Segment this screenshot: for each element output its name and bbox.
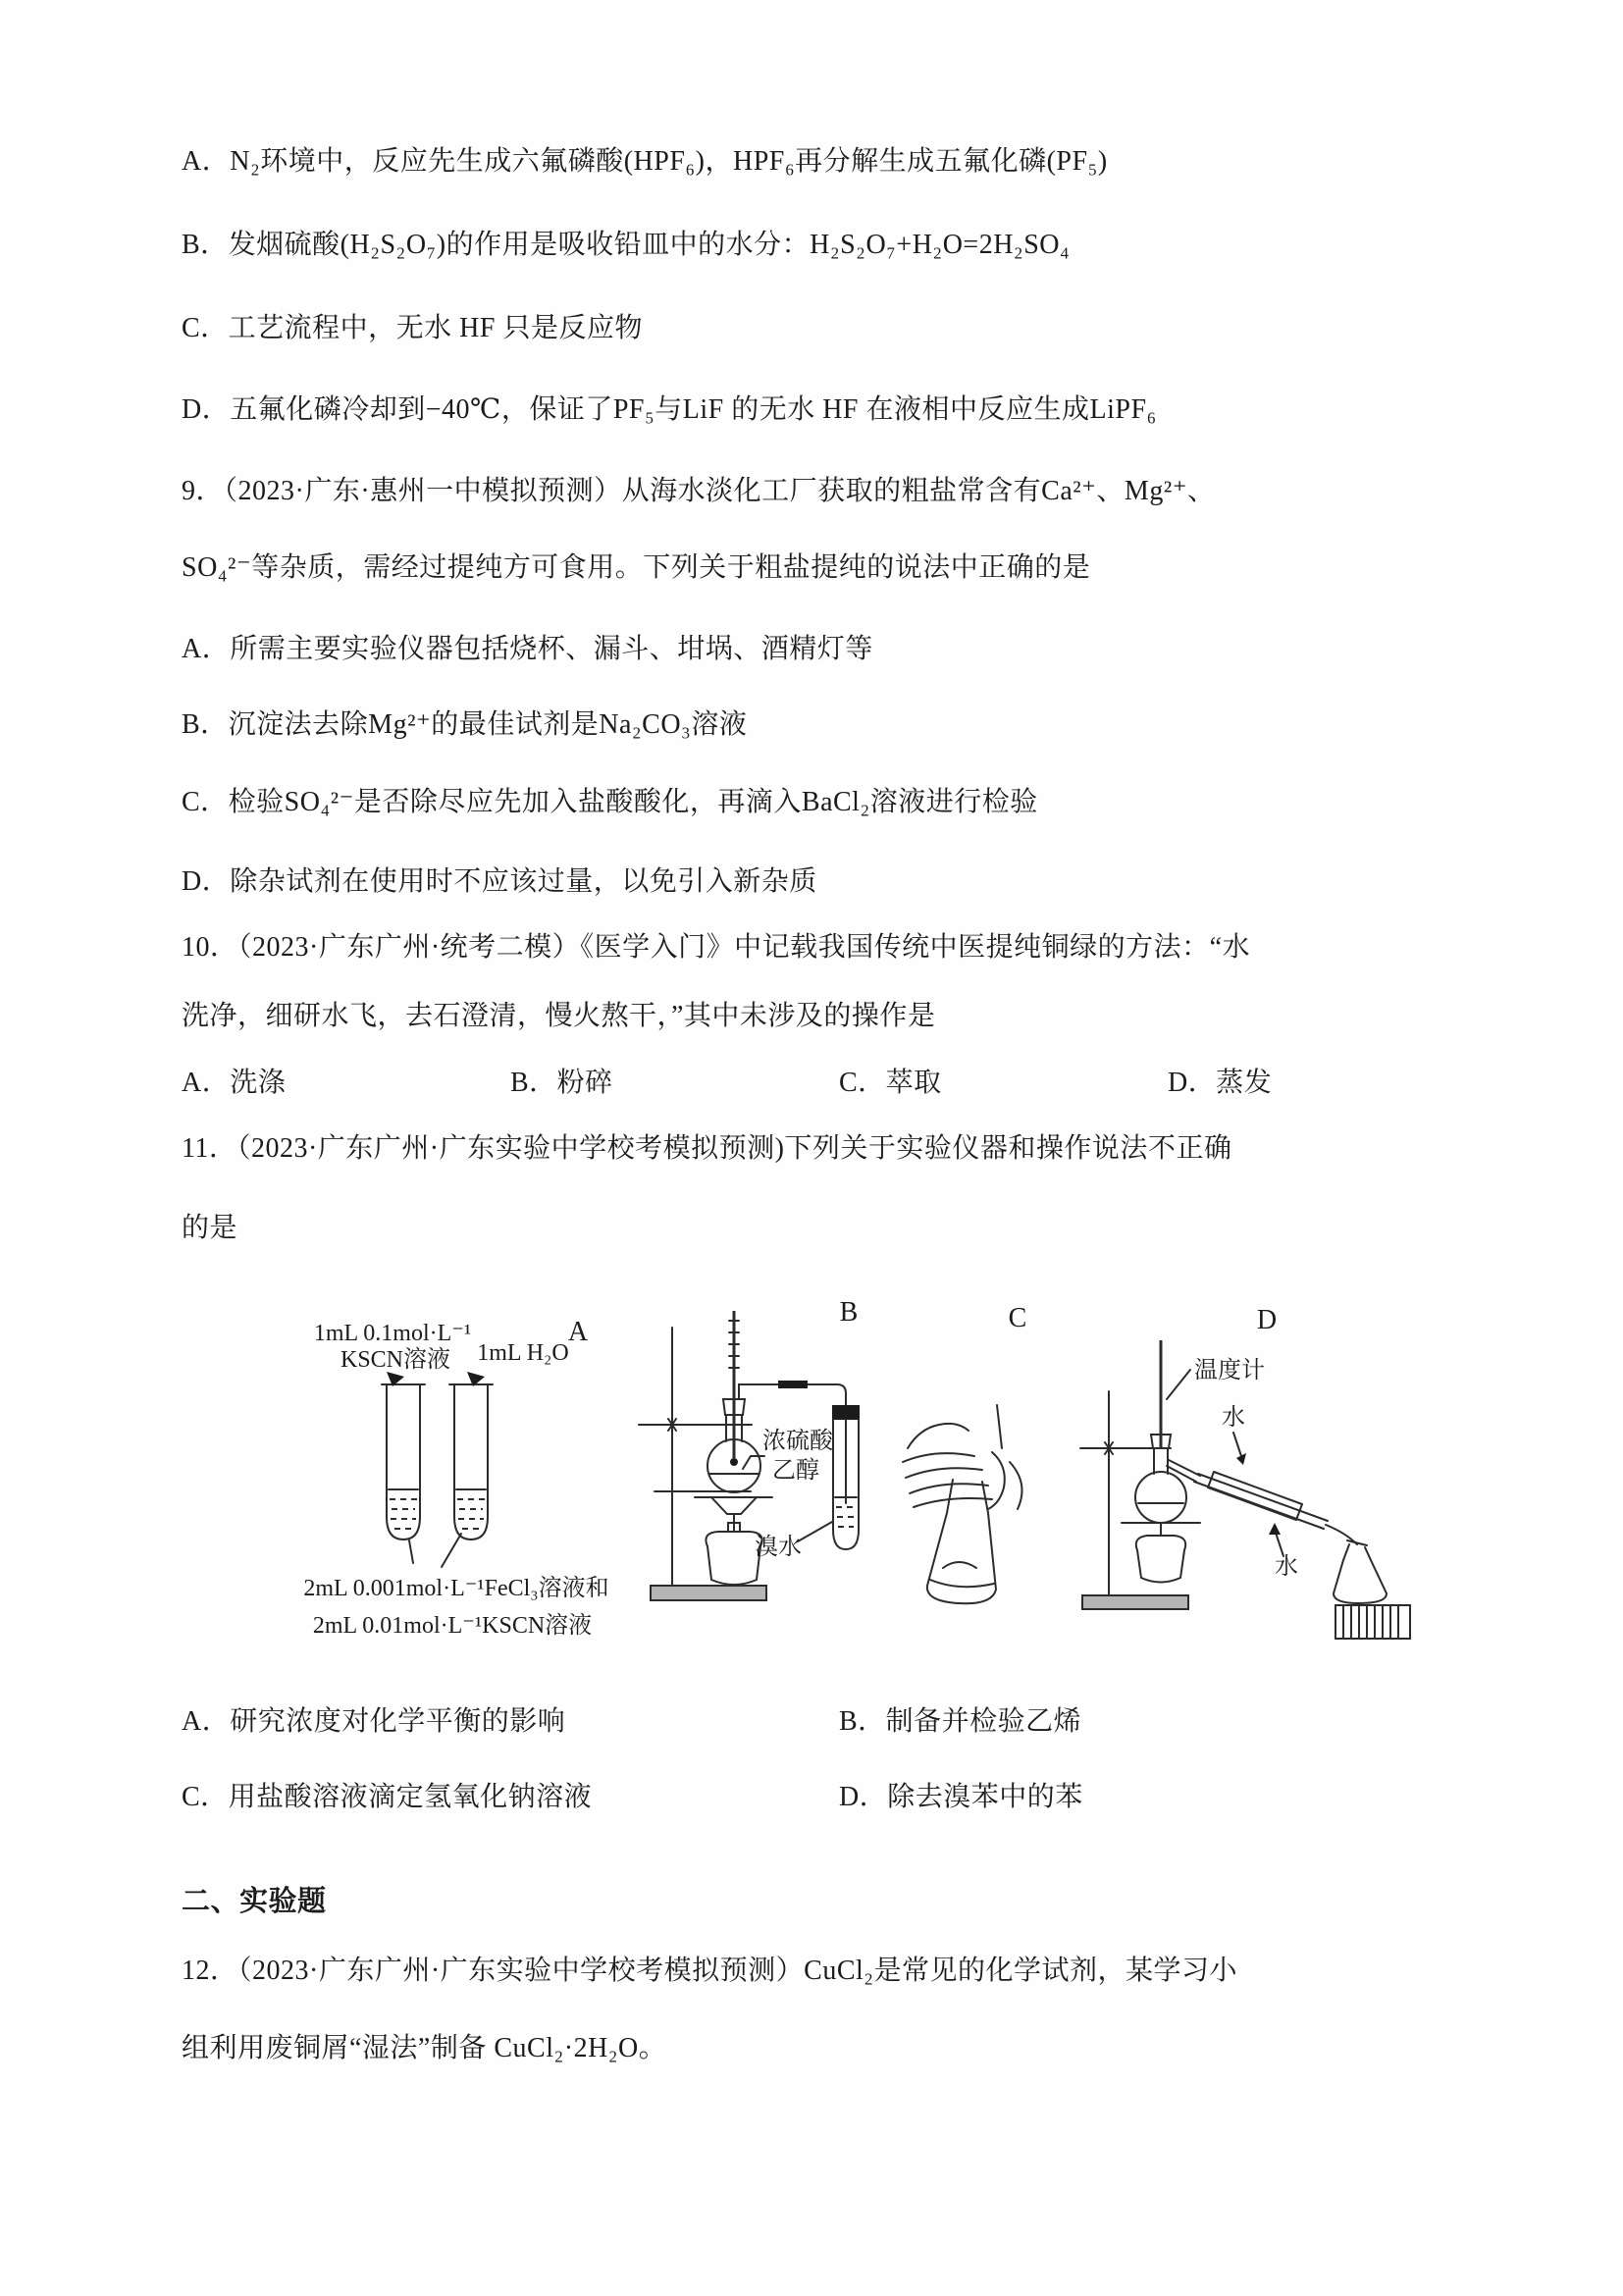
q10-option-d: D．蒸发 <box>1168 1068 1273 1098</box>
label-thermometer: 温度计 <box>1194 1358 1265 1383</box>
funnel <box>711 1497 757 1514</box>
q10-option-b: B．粉碎 <box>510 1068 613 1098</box>
q12-stem-line2: 组利用废铜屑“湿法”制备 CuCl₂·2H₂O。 <box>182 2033 667 2063</box>
q11-option-a: A．研究浓度对化学平衡的影响 <box>182 1706 566 1737</box>
q11-option-b: B．制备并检验乙烯 <box>839 1706 1082 1737</box>
q11-stem-line2: 的是 <box>182 1213 238 1243</box>
q10-option-c: C．萃取 <box>839 1068 942 1098</box>
arrow-up-icon <box>1269 1523 1281 1535</box>
distillation-flask <box>1135 1472 1186 1523</box>
q8-option-a: A．N₂环境中，反应先生成六氟磷酸(HPF₆)，HPF₆再分解生成五氟化磷(PF₅) <box>182 146 1108 177</box>
test-tube-2 <box>454 1384 488 1539</box>
apparatus-a-letter: A <box>567 1317 589 1347</box>
question11-figure <box>162 1256 1447 1678</box>
label-kscn-line2: KSCN溶液 <box>340 1347 451 1373</box>
label-reagent-line1: 浓硫酸 <box>762 1429 833 1454</box>
alcohol-lamp <box>706 1532 761 1585</box>
apparatus-c <box>903 1303 1026 1603</box>
apparatus-c-letter: C <box>1008 1303 1027 1333</box>
q8-option-b: B．发烟硫酸(H₂S₂O₇)的作用是吸收铅皿中的水分：H₂S₂O₇+H₂O=2H₂SO₄ <box>182 230 1071 260</box>
label-water-out: 水 <box>1275 1554 1298 1580</box>
label-kscn-line1: 1mL 0.1mol·L⁻¹ <box>313 1321 472 1346</box>
section-heading: 二、实验题 <box>182 1886 327 1917</box>
q8-option-d: D．五氟化磷冷却到−40℃，保证了PF₅与LiF 的无水 HF 在液相中反应生成LiPF₆ <box>182 394 1157 425</box>
alcohol-lamp <box>1136 1536 1186 1583</box>
q12-stem-line1: 12．（2023·广东广州·广东实验中学校考模拟预测）CuCl₂是常见的化学试剂，某学习小 <box>182 1956 1238 1986</box>
q9-stem-line1: 9．（2023·广东·惠州一中模拟预测）从海水淡化工厂获取的粗盐常含有Ca²⁺、Mg²⁺、 <box>182 476 1216 506</box>
tube-stopper <box>832 1405 860 1420</box>
q9-stem-line2: SO₄²⁻等杂质，需经过提纯方可食用。下列关于粗盐提纯的说法中正确的是 <box>182 552 1091 583</box>
apparatus-d <box>1080 1305 1410 1639</box>
delivery-tube <box>739 1384 846 1411</box>
hand-sketch <box>908 1424 969 1448</box>
condenser-inner-tube <box>1198 1474 1328 1521</box>
receiver-flask <box>1334 1560 1387 1603</box>
q10-stem-line2: 洗净，细研水飞，去石澄清，慢火熬干，”其中未涉及的操作是 <box>182 1001 936 1031</box>
q11-option-d: D．除去溴苯中的苯 <box>839 1782 1083 1812</box>
q8-option-c: C．工艺流程中，无水 HF 只是反应物 <box>182 313 643 343</box>
apparatus-a <box>303 1317 608 1639</box>
label-reagent-line2: 乙醇 <box>772 1458 819 1484</box>
erlenmeyer-flask <box>927 1513 996 1603</box>
q9-option-b: B．沉淀法去除Mg²⁺的最佳试剂是Na₂CO₃溶液 <box>182 709 748 740</box>
label-water: 1mL H₂O <box>477 1340 569 1366</box>
label-water-in: 水 <box>1222 1405 1245 1431</box>
label-bromine-water: 溴水 <box>755 1535 802 1560</box>
q11-option-c: C．用盐酸溶液滴定氢氧化钠溶液 <box>182 1782 593 1812</box>
apparatus-b <box>639 1297 860 1600</box>
test-tube-1 <box>387 1384 420 1539</box>
q10-stem-line1: 10．（2023·广东广州·统考二模）《医学入门》中记载我国传统中医提纯铜绿的方法：“水 <box>182 932 1251 963</box>
apparatus-d-letter: D <box>1256 1305 1278 1335</box>
q9-option-a: A．所需主要实验仪器包括烧杯、漏斗、坩埚、酒精灯等 <box>182 634 873 664</box>
q9-option-c: C．检验SO₄²⁻是否除尽应先加入盐酸酸化，再滴入BaCl₂溶液进行检验 <box>182 787 1038 817</box>
q11-stem-line1: 11．（2023·广东广州·广东实验中学校考模拟预测)下列关于实验仪器和操作说法不正确 <box>182 1133 1232 1164</box>
label-bottom-line2: 2mL 0.01mol·L⁻¹KSCN溶液 <box>312 1613 593 1639</box>
label-bottom-line1: 2mL 0.001mol·L⁻¹FeCl₃溶液和 <box>303 1576 609 1601</box>
stand-base <box>1082 1595 1188 1609</box>
apparatus-b-letter: B <box>839 1297 859 1328</box>
q9-option-d: D．除杂试剂在使用时不应该过量，以免引入新杂质 <box>182 866 817 897</box>
condenser-jacket <box>1214 1472 1302 1504</box>
stand-base <box>651 1586 766 1600</box>
q10-option-a: A．洗涤 <box>182 1068 287 1098</box>
